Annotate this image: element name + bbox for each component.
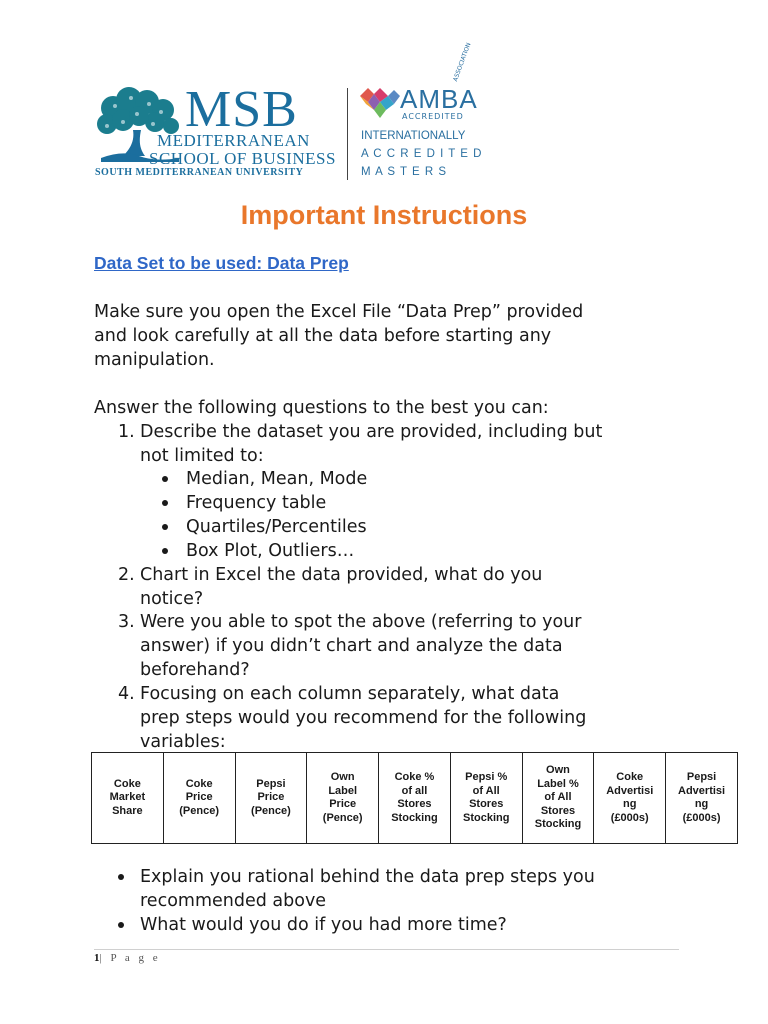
table-cell-pepsi-advertising: Pepsi Advertisi ng (£000s) xyxy=(666,753,738,844)
bullet-text: Box Plot, Outliers… xyxy=(186,541,355,561)
table-cell-pepsi-price: Pepsi Price (Pence) xyxy=(235,753,307,844)
accreditation-line-3: M A S T E R S xyxy=(361,166,448,178)
msb-university-line: SOUTH MEDITERRANEAN UNIVERSITY xyxy=(95,167,304,178)
accreditation-line-2: A C C R E D I T E D xyxy=(361,148,483,160)
question-number: 1. xyxy=(118,422,135,442)
logo-divider xyxy=(347,88,348,180)
bullet-line: recommended above xyxy=(140,891,327,911)
question-1 xyxy=(118,420,718,468)
page-title: Important Instructions xyxy=(240,200,528,230)
question-line: Focusing on each column separately, what data xyxy=(140,684,560,704)
table-cell-coke-price: Coke Price (Pence) xyxy=(163,753,235,844)
msb-name-line2: SCHOOL OF BUSINESS xyxy=(149,149,336,168)
bullet-icon xyxy=(162,500,168,506)
question-line: beforehand? xyxy=(140,660,250,680)
list-item xyxy=(118,865,718,913)
bullet-icon xyxy=(162,524,168,530)
question-line: Describe the dataset you are provided, including but xyxy=(140,422,603,442)
bullet-icon xyxy=(162,476,168,482)
question-line: Were you able to spot the above (referring to your xyxy=(140,612,582,632)
table-cell-own-label-stocking: Own Label % of All Stores Stocking xyxy=(522,753,594,844)
table-row xyxy=(92,753,738,844)
page-footer xyxy=(94,952,161,964)
bullet-line: Explain you rational behind the data prep steps you xyxy=(140,867,595,887)
amba-heart-icon xyxy=(360,88,400,120)
amba-association-label: ASSOCIATION xyxy=(452,41,473,83)
bullet-text: Quartiles/Percentiles xyxy=(186,517,367,537)
accreditation-line-1: INTERNATIONALLY xyxy=(361,130,466,142)
question-2 xyxy=(118,563,718,611)
msb-logo xyxy=(93,81,338,181)
question-number: 4. xyxy=(118,684,135,704)
table-cell-coke-market-share: Coke Market Share xyxy=(92,753,164,844)
intro-line: Make sure you open the Excel File “Data Prep” provided xyxy=(94,302,584,322)
bullet-text: Frequency table xyxy=(186,493,327,513)
bullet-icon xyxy=(118,874,124,880)
bullet-text: Median, Mean, Mode xyxy=(186,469,368,489)
question-line: not limited to: xyxy=(140,446,264,466)
msb-letters: MSB xyxy=(185,81,298,138)
answer-lead: Answer the following questions to the best you can: xyxy=(94,398,549,418)
question-number: 2. xyxy=(118,565,135,585)
amba-logo xyxy=(358,41,488,180)
question-number: 3. xyxy=(118,612,135,632)
question-line: notice? xyxy=(140,589,204,609)
dataset-heading: Data Set to be used: Data Prep xyxy=(94,253,349,273)
question-3 xyxy=(118,610,718,682)
page-label: | P a g e xyxy=(99,952,161,964)
bullet-icon xyxy=(118,922,124,928)
table-cell-coke-stocking: Coke % of all Stores Stocking xyxy=(379,753,451,844)
table-cell-coke-advertising: Coke Advertisi ng (£000s) xyxy=(594,753,666,844)
intro-line: and look carefully at all the data before starting any xyxy=(94,326,552,346)
variables-table xyxy=(91,752,738,844)
question-line: prep steps would you recommend for the following xyxy=(140,708,587,728)
question-line: Chart in Excel the data provided, what do you xyxy=(140,565,543,585)
amba-accredited-label: ACCREDITED xyxy=(402,112,464,121)
bullet-icon xyxy=(162,548,168,554)
amba-wordmark: AMBA xyxy=(400,84,478,114)
page-number: 1 xyxy=(94,952,100,964)
bullet-line: What would you do if you had more time? xyxy=(140,915,507,935)
table-cell-pepsi-stocking: Pepsi % of All Stores Stocking xyxy=(450,753,522,844)
msb-name-line1: MEDITERRANEAN xyxy=(157,131,310,150)
question-line: variables: xyxy=(140,732,226,752)
footer-divider xyxy=(94,949,679,950)
intro-line: manipulation. xyxy=(94,350,215,370)
intro-paragraph xyxy=(94,300,674,372)
list-item xyxy=(118,913,718,937)
question-4 xyxy=(118,682,718,754)
question-line: answer) if you didn’t chart and analyze the data xyxy=(140,636,563,656)
table-cell-own-label-price: Own Label Price (Pence) xyxy=(307,753,379,844)
